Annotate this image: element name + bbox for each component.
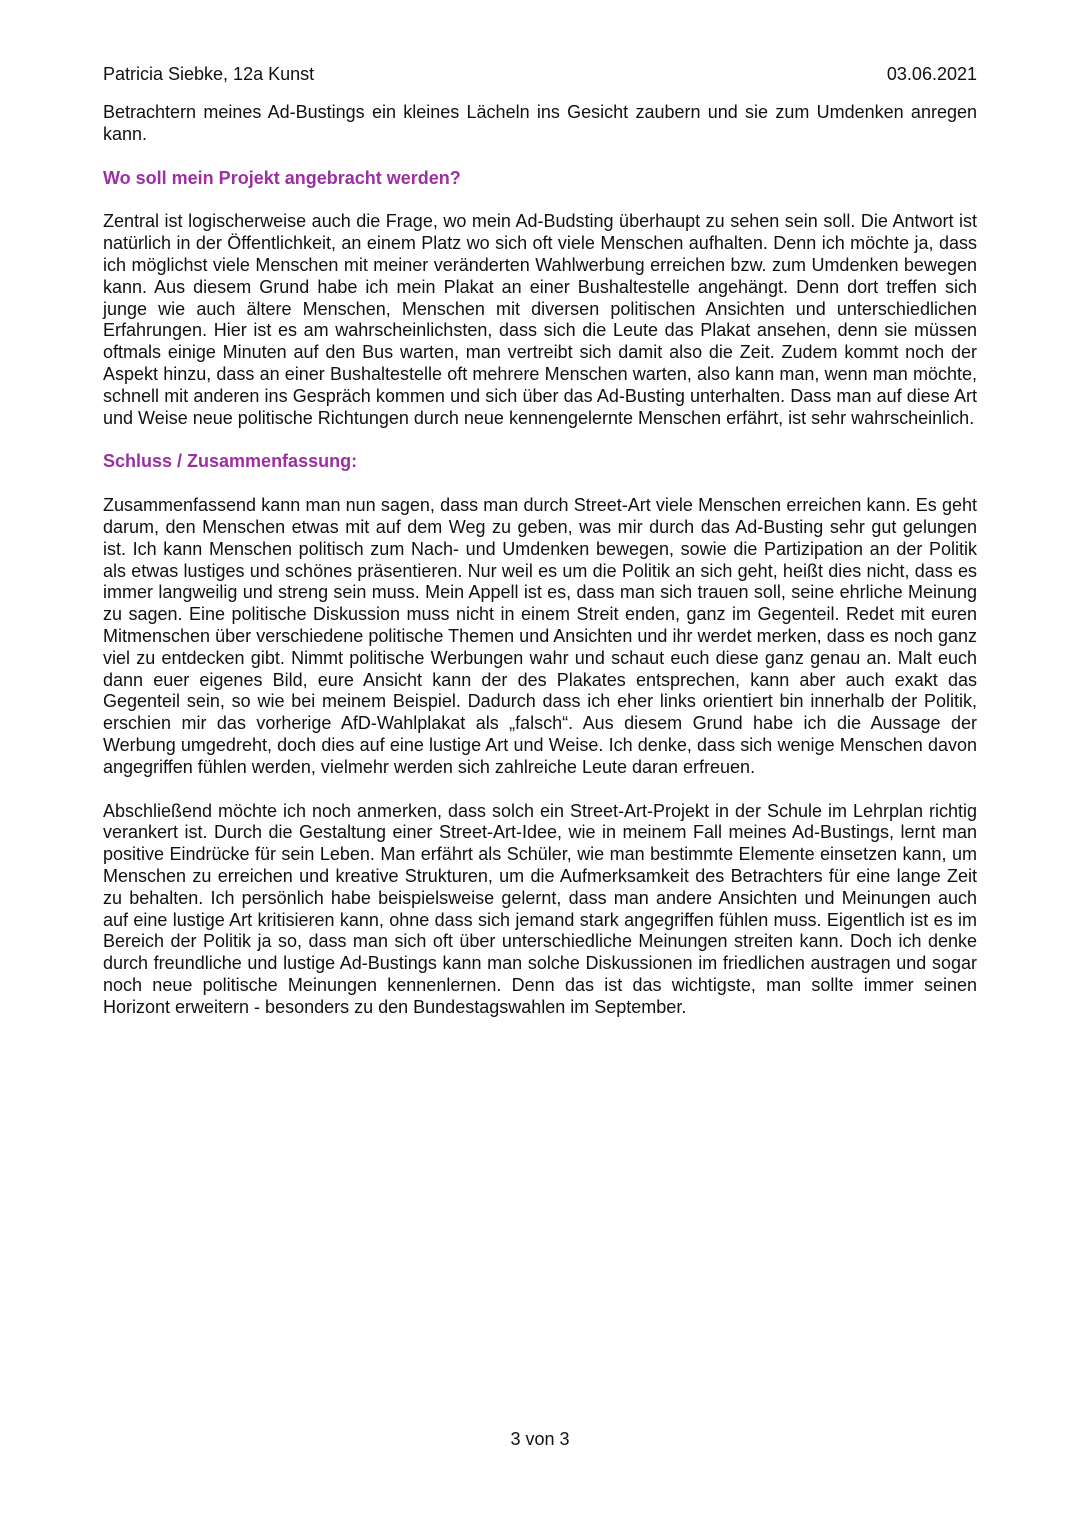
conclusion-paragraph-2: Abschließend möchte ich noch anmerken, dass solch ein Street-Art-Projekt in der Schule im Lehrplan richtig verankert ist. Durch die Gestaltung einer Street-Art-Idee, wie in meinem Fall meines Ad-Bustings, lernt man positive Eindrücke für sein Leben. Man erfährt als Schüler, wie man bestimmte Elemente einsetzen kann, um Menschen zu erreichen und kreative Strukturen, um die Aufmerksamkeit des Betrachters für eine lange Zeit zu behalten. Ich persönlich habe beispielsweise gelernt, dass man andere Ansichten und Meinungen auch auf eine lustige Art kritisieren kann, ohne dass sich jemand stark angegriffen fühlen muss. Eigentlich ist es im Bereich der Politik ja so, dass man sich oft über unterschiedliche Meinungen streiten kann. Doch ich denke durch freundliche und lustige Ad-Bustings kann man solche Diskussionen im friedlichen austragen und sogar noch neue politische Meinungen kennenlernen. Denn das ist das wichtigste, man sollte immer seinen Horizont erweitern - besonders zu den Bundestagswahlen im September. <box>103 800 977 1017</box>
document-date: 03.06.2021 <box>886 64 977 84</box>
section-heading-location: Wo soll mein Projekt angebracht werden? <box>103 167 461 188</box>
spacer <box>103 146 977 168</box>
spacer <box>103 429 977 451</box>
section-heading-conclusion: Schluss / Zusammenfassung: <box>103 451 358 472</box>
document-body <box>103 102 977 1018</box>
location-paragraph: Zentral ist logischerweise auch die Frage, wo mein Ad-Budsting überhaupt zu sehen sein soll. Die Antwort ist natürlich in der Öffentlichkeit, an einem Platz wo sich oft viele Menschen aufhalten. Denn ich möchte ja, dass ich möglichst viele Menschen mit meiner veränderten Wahlwerbung erreichen bzw. zum Umdenken bewegen kann. Aus diesem Grund habe ich mein Plakat an einer Bushaltestelle angehängt. Denn dort treffen sich junge wie auch ältere Menschen, Menschen mit diversen politischen Ansichten und unterschiedlichen Erfahrungen. Hier ist es am wahrscheinlichsten, dass sich die Leute das Plakat ansehen, denn sie müssen oftmals einige Minuten auf den Bus warten, man vertreibt sich damit also die Zeit. Zudem kommt noch der Aspekt hinzu, dass an einer Bushaltestelle oft mehrere Menschen warten, also kann man, wenn man möchte, schnell mit anderen ins Gespräch kommen und sich über das Ad-Busting unterhalten. Dass man auf diese Art und Weise neue politische Richtungen durch neue kennengelernte Menschen erfährt, ist sehr wahrscheinlich. <box>103 211 977 428</box>
spacer <box>103 189 977 211</box>
intro-paragraph: Betrachtern meines Ad-Bustings ein kleines Lächeln ins Gesicht zaubern und sie zum Umdenken anregen kann. <box>103 102 977 144</box>
page-header <box>103 62 977 86</box>
page-number: 3 von 3 <box>510 1429 570 1449</box>
author-line: Patricia Siebke, 12a Kunst <box>103 64 315 84</box>
conclusion-paragraph-1: Zusammenfassend kann man nun sagen, dass man durch Street-Art viele Menschen erreichen kann. Es geht darum, den Menschen etwas mit auf dem Weg zu geben, was mir durch das Ad-Busting sehr gut gelungen ist. Ich kann Menschen politisch zum Nach- und Umdenken bewegen, sowie die Partizipation an der Politik als etwas lustiges und schönes präsentieren. Nur weil es um die Politik an sich geht, heißt dies nicht, dass es immer langweilig und streng sein muss. Mein Appell ist es, dass man sich trauen soll, seine ehrliche Meinung zu sagen. Eine politische Diskussion muss nicht in einem Streit enden, ganz im Gegenteil. Redet mit euren Mitmenschen über verschiedene politische Themen und Ansichten und ihr werdet merken, dass es noch ganz viel zu entdecken gibt. Nimmt politische Werbungen wahr und schaut euch diese ganz genau an. Malt euch dann euer eigenes Bild, eure Ansicht kann der des Plakates entsprechen, kann aber auch exakt das Gegenteil sein, so wie bei meinem Beispiel. Dadurch dass ich eher links orientiert bin innerhalb der Politik, erschien mir das vorherige AfD-Wahlplakat als „falsch“. Aus diesem Grund habe ich die Aussage der Werbung umgedreht, doch dies auf eine lustige Art und Weise. Ich denke, dass sich wenige Menschen davon angegriffen fühlen werden, vielmehr werden sich zahlreiche Leute daran erfreuen. <box>103 495 977 777</box>
spacer <box>103 473 977 495</box>
spacer <box>103 779 977 801</box>
